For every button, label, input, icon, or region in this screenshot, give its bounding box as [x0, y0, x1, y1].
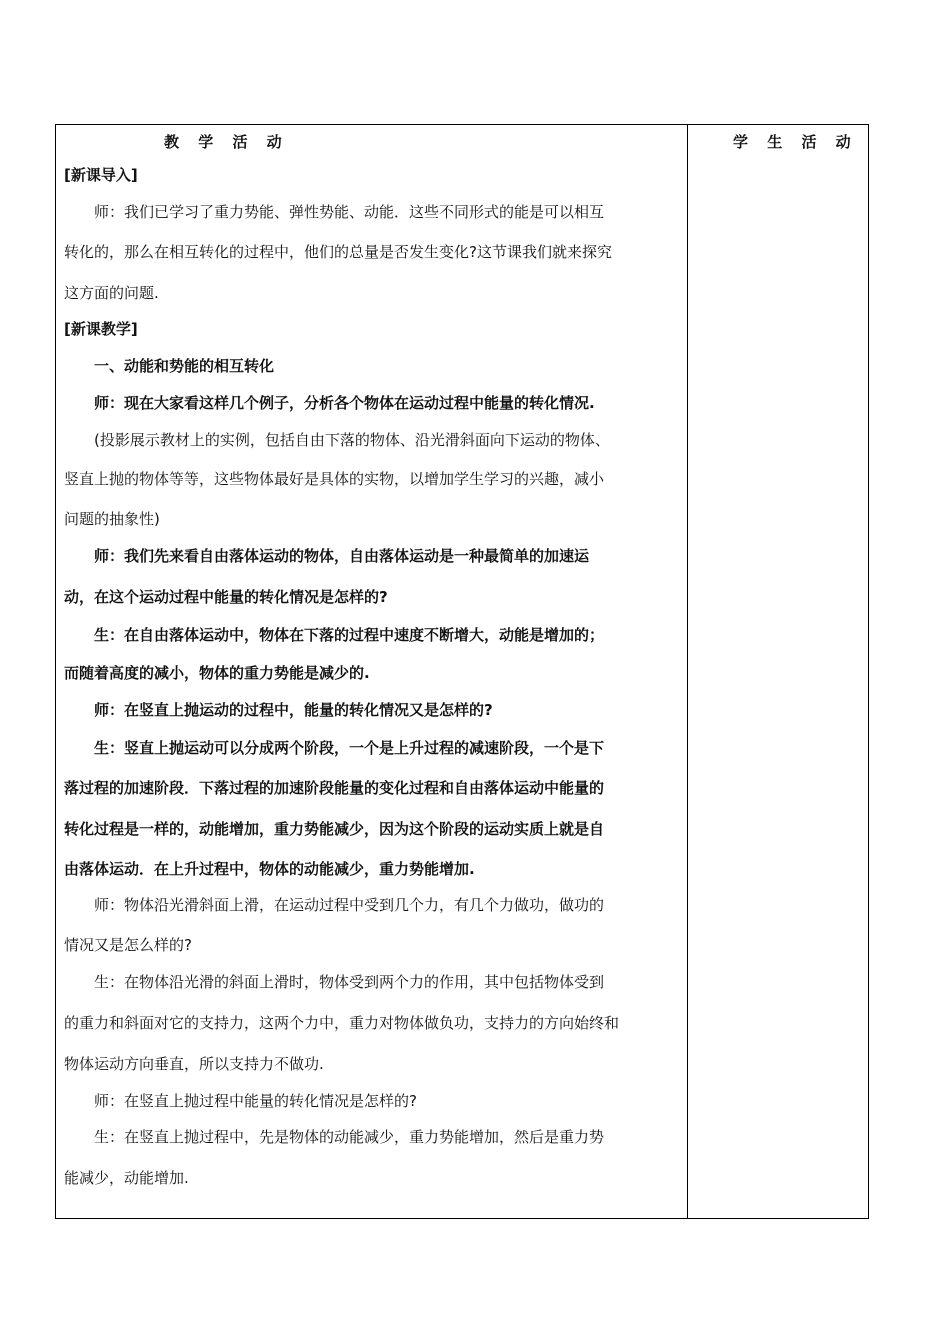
section-heading-intro: [新课导入]	[64, 166, 138, 184]
text-line: 由落体运动．在上升过程中，物体的动能减少，重力势能增加.	[64, 860, 475, 878]
section-heading-teaching: [新课教学]	[64, 320, 138, 338]
text-line: 的重力和斜面对它的支持力，这两个力中，重力对物体做负功，支持力的方向始终和	[64, 1014, 620, 1032]
text-line: 动，在这个运动过程中能量的转化情况是怎样的?	[64, 588, 388, 606]
text-line: 情况又是怎么样的?	[64, 936, 192, 954]
text-line: 师：我们先来看自由落体运动的物体，自由落体运动是一种最简单的加速运	[94, 547, 590, 565]
text-line: 落过程的加速阶段．下落过程的加速阶段能量的变化过程和自由落体运动中能量的	[64, 779, 605, 797]
text-line: 生：在物体沿光滑的斜面上滑时，物体受到两个力的作用，其中包括物体受到	[94, 973, 605, 991]
text-line: 物体运动方向垂直，所以支持力不做功.	[64, 1055, 324, 1073]
text-line: 生：在自由落体运动中，物体在下落的过程中速度不断增大，动能是增加的；	[94, 626, 605, 644]
text-line: 师：现在大家看这样几个例子，分析各个物体在运动过程中能量的转化情况.	[94, 394, 595, 412]
text-line: 而随着高度的减小，物体的重力势能是减少的.	[64, 664, 370, 682]
text-line: 师：在竖直上抛运动的过程中，能量的转化情况又是怎样的?	[94, 701, 493, 719]
text-line: 这方面的问题.	[64, 284, 159, 302]
student-activity-column	[688, 125, 868, 1218]
teaching-activity-header: 教 学 活 动	[164, 133, 289, 151]
text-line: (投影展示教材上的实例，包括自由下落的物体、沿光滑斜面向下运动的物体、	[94, 431, 610, 449]
text-line: 能减少，动能增加.	[64, 1169, 189, 1187]
student-activity-header: 学 生 活 动	[733, 133, 858, 151]
teaching-activity-column	[56, 125, 687, 1218]
text-line: 生：在竖直上抛过程中，先是物体的动能减少，重力势能增加，然后是重力势	[94, 1128, 605, 1146]
text-line: 转化过程是一样的，动能增加，重力势能减少，因为这个阶段的运动实质上就是自	[64, 820, 605, 838]
text-line: 转化的，那么在相互转化的过程中，他们的总量是否发生变化?这节课我们就来探究	[64, 243, 612, 261]
subsection-heading: 一、动能和势能的相互转化	[94, 357, 275, 375]
text-line: 生：竖直上抛运动可以分成两个阶段，一个是上升过程的减速阶段，一个是下	[94, 739, 605, 757]
text-line: 师：在竖直上抛过程中能量的转化情况是怎样的?	[94, 1092, 417, 1110]
text-line: 师：我们已学习了重力势能、弹性势能、动能．这些不同形式的能是可以相互	[94, 203, 605, 221]
text-line: 竖直上抛的物体等等，这些物体最好是具体的实物，以增加学生学习的兴趣，减小	[64, 470, 605, 488]
text-line: 问题的抽象性)	[64, 510, 160, 528]
text-line: 师：物体沿光滑斜面上滑，在运动过程中受到几个力，有几个力做功，做功的	[94, 896, 605, 914]
lesson-table	[55, 124, 869, 1219]
